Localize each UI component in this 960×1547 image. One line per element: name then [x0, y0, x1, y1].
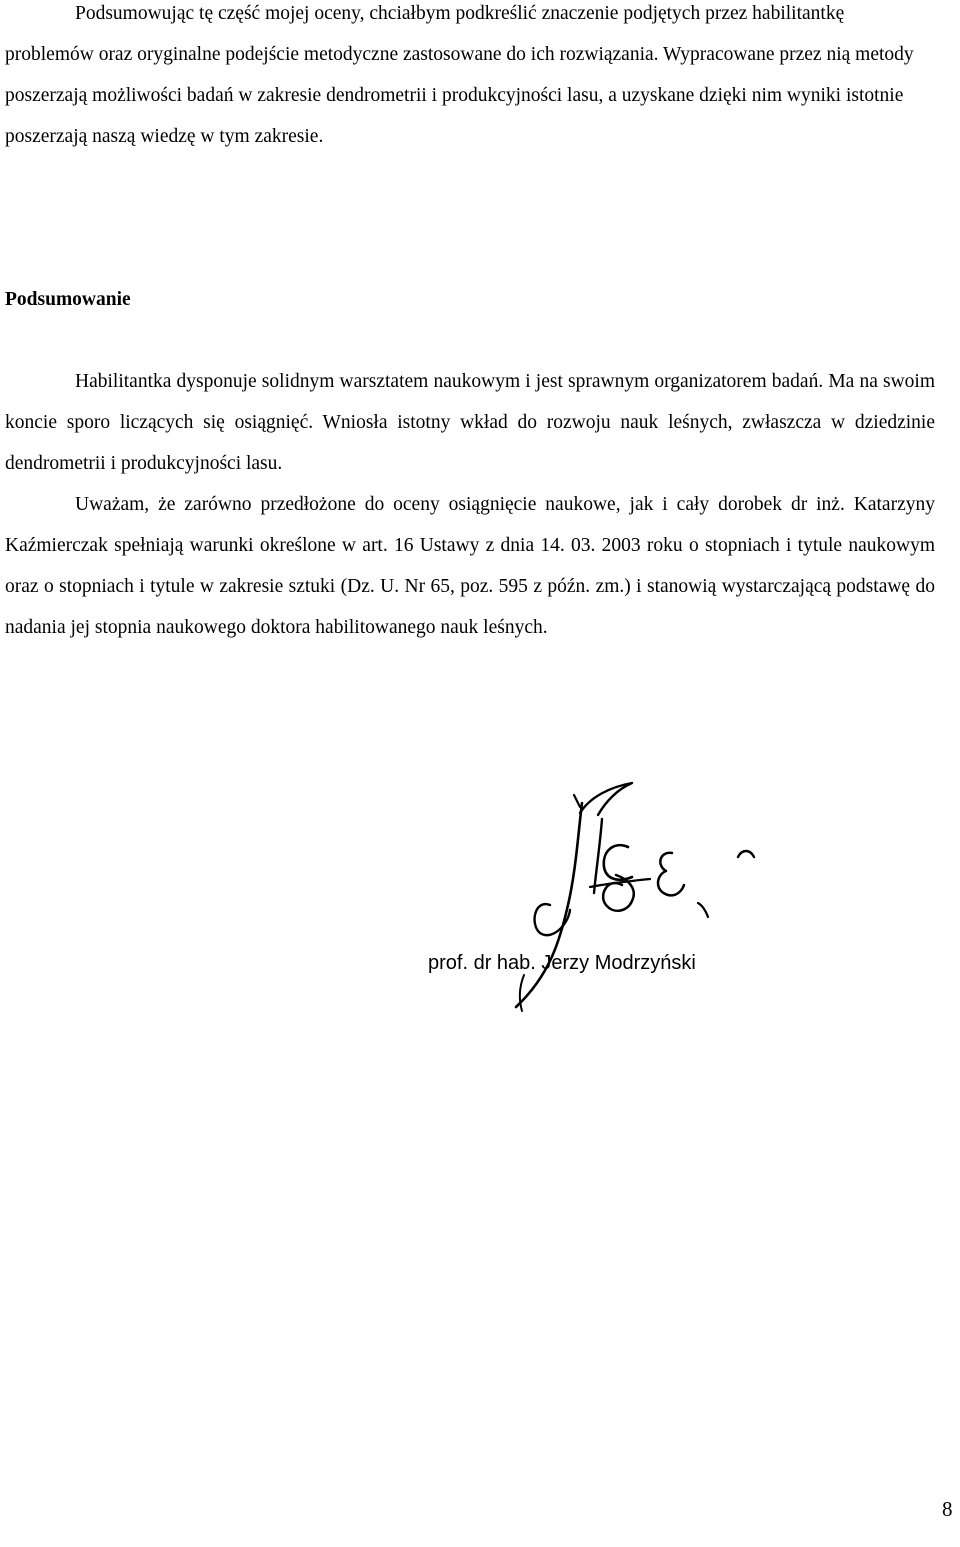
paragraph-evaluation-summary: Podsumowując tę część mojej oceny, chciałbym podkreślić znaczenie podjętych przez habilitantkę problemów oraz oryginalne podejście metodyczne zastosowane do ich rozwiązania. Wypracowane przez nią metody poszerzają możliwości badań w zakresie dendrometrii i produkcyjności lasu, a uzyskane dzięki nim wyniki istotnie poszerzają naszą wiedzę w tym zakresie.: [5, 3, 914, 147]
paragraph-conclusion: Uważam, że zarówno przedłożone do oceny osiągnięcie naukowe, jak i cały dorobek dr inż. Katarzyny Kaźmierczak spełniają warunki określone w art. 16 Ustawy z dnia 14. 03. 2003 roku o stopniach i tytule naukowym oraz o stopniach i tytule w zakresie sztuki (Dz. U. Nr 65, poz. 595 z późn. zm.) i stanowią wystarczającą podstawę do nadania jej stopnia naukowego doktora habilitowanego nauk leśnych.: [5, 494, 935, 638]
handwritten-signature: [510, 775, 760, 1015]
signer-name: prof. dr hab. Jerzy Modrzyński: [428, 952, 696, 974]
section-heading: Podsumowanie: [5, 289, 131, 310]
page-number: 8: [942, 1497, 953, 1521]
paragraph-candidate-assessment: Habilitantka dysponuje solidnym warsztatem naukowym i jest sprawnym organizatorem badań. Ma na swoim koncie sporo liczących się osiągnięć. Wniosła istotny wkład do rozwoju nauk leśnych, zwłaszcza w dziedzinie dendrometrii i produkcyjności lasu.: [5, 371, 935, 474]
